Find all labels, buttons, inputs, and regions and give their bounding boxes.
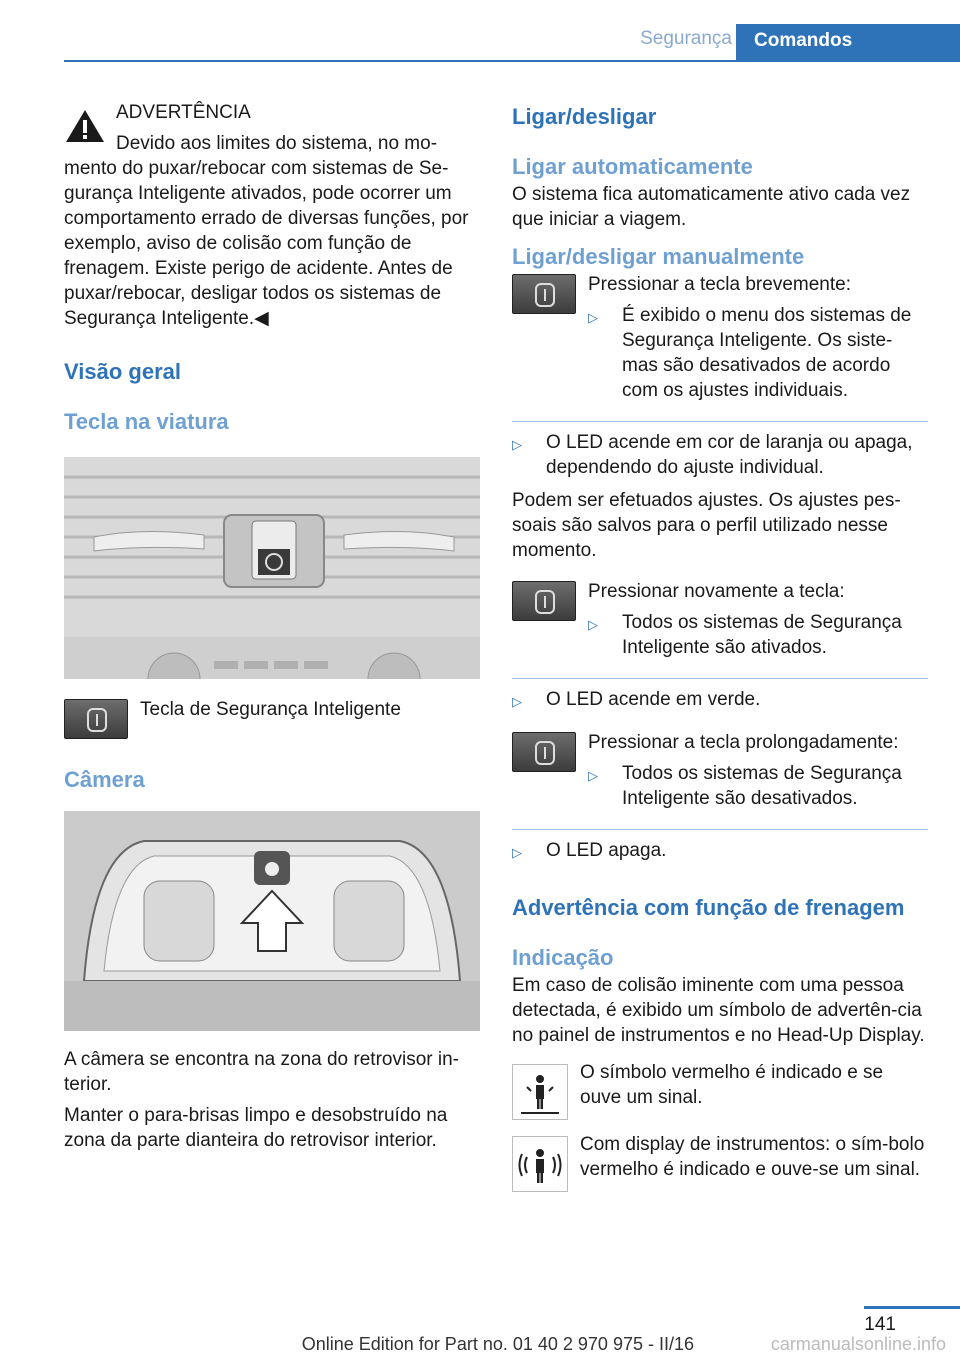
list-item: ▷ Todos os sistemas de Segurança Inteligente são desativados. bbox=[588, 763, 902, 809]
edition-text: Online Edition for Part no. 01 40 2 970 975 - II/16 bbox=[301, 1334, 694, 1354]
symbol-1-text: O símbolo vermelho é indicado e se ouve um sinal. bbox=[580, 1062, 884, 1108]
section-tab-seguranca[interactable]: Segurança bbox=[640, 28, 732, 49]
warning-text-first-line: Devido aos limites do sistema, no mo‐ bbox=[116, 133, 438, 154]
divider bbox=[512, 678, 928, 679]
dashboard-illustration bbox=[64, 457, 480, 679]
key-caption-row bbox=[64, 697, 482, 739]
page-header bbox=[0, 0, 960, 62]
auto-heading: Ligar automaticamente bbox=[512, 154, 753, 179]
list-item: ▷ Todos os sistemas de Segurança Inteligente são ativados. bbox=[588, 612, 902, 658]
warning-triangle-icon bbox=[64, 108, 106, 144]
onoff-heading: Ligar/desligar bbox=[512, 104, 657, 129]
bullet-triangle-icon: ▷ bbox=[588, 310, 598, 325]
press-long-text: Pressionar a tecla prolongadamente: bbox=[588, 732, 899, 753]
overview-heading: Visão geral bbox=[64, 359, 181, 384]
watermark: carmanualsonline.info bbox=[770, 1334, 946, 1354]
windshield-illustration bbox=[64, 811, 480, 1031]
pedestrian-warning-icon bbox=[512, 1064, 568, 1120]
list-item: ▷ O LED acende em cor de laranja ou apaga, dependendo do ajuste individual. bbox=[512, 432, 913, 478]
camera-photo bbox=[64, 811, 480, 1031]
symbol-row-1 bbox=[512, 1060, 928, 1120]
indication-heading: Indicação bbox=[512, 945, 614, 970]
warning-box bbox=[64, 100, 482, 156]
safety-key-icon bbox=[512, 274, 576, 314]
auto-text: O sistema fica automaticamente ativo cada vez que iniciar a viagem. bbox=[512, 184, 911, 230]
safety-key-icon bbox=[512, 581, 576, 621]
header-rule bbox=[64, 60, 960, 62]
section-tab-comandos[interactable]: Comandos bbox=[736, 24, 960, 62]
left-column bbox=[64, 100, 482, 1159]
symbol-row-2 bbox=[512, 1132, 928, 1192]
right-column bbox=[512, 100, 928, 1202]
press-long-row bbox=[512, 730, 928, 819]
press-again-row bbox=[512, 579, 928, 668]
divider bbox=[512, 829, 928, 830]
bullet-triangle-icon: ▷ bbox=[512, 845, 522, 860]
settings-text: Podem ser efetuados ajustes. Os ajustes pes‐soais são salvos para o perfil utilizado nesse momento. bbox=[512, 490, 901, 561]
dashboard-key-photo bbox=[64, 457, 480, 679]
list-item: ▷ O LED acende em verde. bbox=[512, 687, 928, 714]
braking-heading: Advertência com função de frenagem bbox=[512, 895, 905, 920]
press-short-row bbox=[512, 272, 928, 411]
camera-location-text: A câmera se encontra na zona do retrovisor in‐terior. bbox=[64, 1049, 459, 1095]
footer-rule bbox=[864, 1306, 960, 1309]
warning-title: ADVERTÊNCIA bbox=[116, 102, 251, 123]
bullet-triangle-icon: ▷ bbox=[512, 694, 522, 709]
manual-heading: Ligar/desligar manualmente bbox=[512, 244, 805, 269]
bullet-triangle-icon: ▷ bbox=[512, 437, 522, 452]
warning-text: mento do puxar/rebocar com sistemas de Se‐gurança Inteligente ativados, pode ocorrer um comportamento errado de diversas funções, por exemplo, aviso de colisão com função de frenagem. Existe perigo de acidente. Antes de puxar/rebocar, desligar todos os sistemas de Segurança Inteligente.◀ bbox=[64, 158, 469, 329]
press-again-text: Pressionar novamente a tecla: bbox=[588, 581, 845, 602]
bullet-triangle-icon: ▷ bbox=[588, 768, 598, 783]
safety-key-icon bbox=[512, 732, 576, 772]
press-short-text: Pressionar a tecla brevemente: bbox=[588, 274, 851, 295]
symbol-2-text: Com display de instrumentos: o sím‐bolo vermelho é indicado e ouve-se um sinal. bbox=[580, 1134, 925, 1180]
page-footer bbox=[0, 1300, 960, 1362]
key-caption: Tecla de Segurança Inteligente bbox=[140, 699, 401, 720]
pedestrian-sound-icon bbox=[512, 1136, 568, 1192]
key-heading: Tecla na viatura bbox=[64, 409, 229, 434]
indication-text: Em caso de colisão iminente com uma pessoa detectada, é exibido um símbolo de advertên‐cia no painel de instrumentos e no Head-Up Display. bbox=[512, 975, 925, 1046]
camera-heading: Câmera bbox=[64, 767, 145, 792]
list-item: ▷ É exibido o menu dos sistemas de Segurança Inteligente. Os siste‐mas são desativados de acordo com os ajustes individuais. bbox=[588, 305, 912, 401]
divider bbox=[512, 421, 928, 422]
safety-key-icon bbox=[64, 699, 128, 739]
camera-clean-text: Manter o para-brisas limpo e desobstruído na zona da parte dianteira do retrovisor interior. bbox=[64, 1105, 448, 1151]
bullet-triangle-icon: ▷ bbox=[588, 617, 598, 632]
page-number: 141 bbox=[864, 1314, 896, 1335]
list-item: ▷ O LED apaga. bbox=[512, 838, 928, 865]
